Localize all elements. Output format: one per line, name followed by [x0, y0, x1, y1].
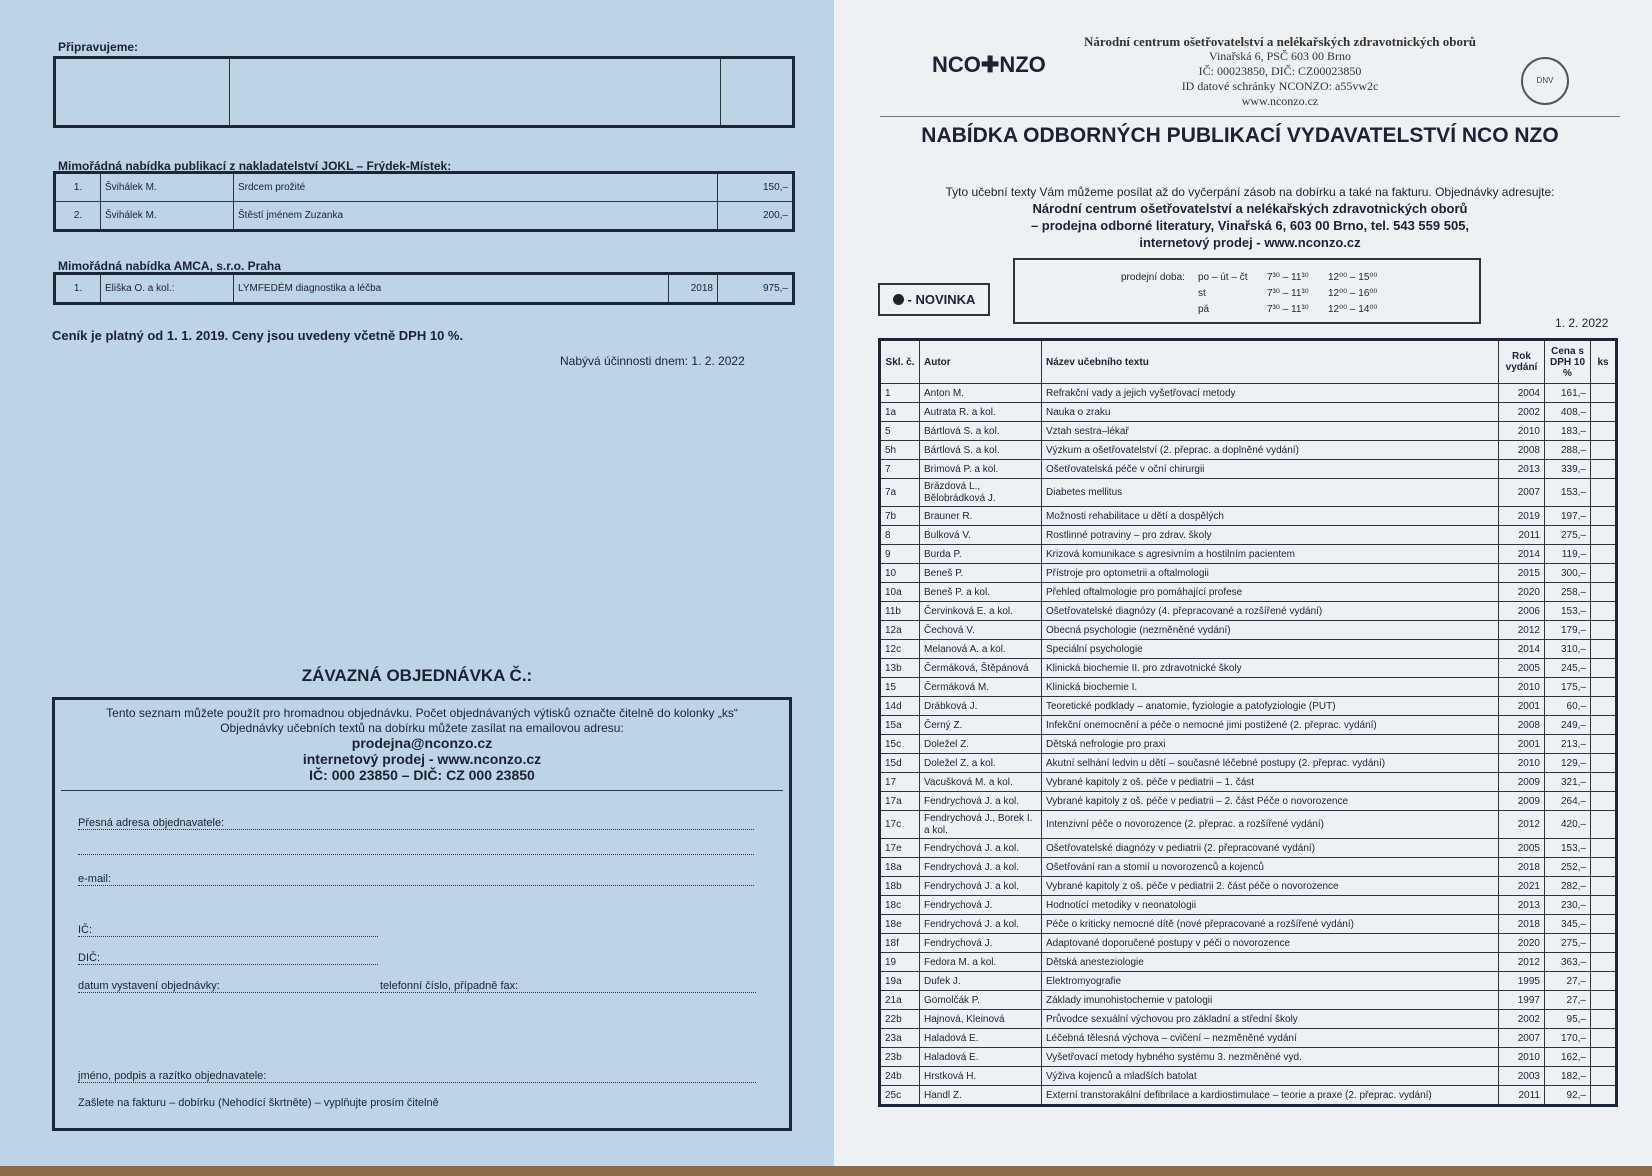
year-cell: 2018: [1499, 858, 1545, 877]
author-cell: Vacušková M. a kol.: [920, 773, 1042, 792]
year-cell: 2010: [1499, 678, 1545, 697]
quantity-input[interactable]: [1591, 583, 1617, 602]
skl-cell: 15d: [880, 754, 920, 773]
year-cell: 2014: [1499, 545, 1545, 564]
skl-cell: 19: [880, 953, 920, 972]
table-row: [880, 716, 1617, 735]
skl-cell: 25c: [880, 1086, 920, 1106]
amca-table: [53, 272, 795, 305]
price-cell: 252,–: [1545, 858, 1591, 877]
table-row: 1. Eliška O. a kol.: LYMFEDÉM diagnostika a léčba 2018 975,–: [55, 274, 794, 304]
price-cell: 264,–: [1545, 792, 1591, 811]
title-cell: Základy imunohistochemie v patologii: [1042, 991, 1499, 1010]
table-row: [880, 564, 1617, 583]
price-cell: 310,–: [1545, 640, 1591, 659]
table-row: [880, 659, 1617, 678]
quantity-input[interactable]: [1591, 915, 1617, 934]
table-row: [880, 545, 1617, 564]
table-row: [880, 602, 1617, 621]
year-cell: 2018: [1499, 915, 1545, 934]
table-row: [880, 972, 1617, 991]
skl-cell: 18b: [880, 877, 920, 896]
new-dot-icon: [893, 294, 904, 305]
title-cell: Elektromyografie: [1042, 972, 1499, 991]
email-field[interactable]: e-mail:: [78, 873, 754, 886]
year-cell: 2010: [1499, 422, 1545, 441]
table-row: [880, 507, 1617, 526]
year-cell: 2002: [1499, 1010, 1545, 1029]
skl-cell: 7: [880, 460, 920, 479]
skl-cell: 17: [880, 773, 920, 792]
year-cell: 2002: [1499, 403, 1545, 422]
skl-cell: 5h: [880, 441, 920, 460]
author-cell: Fendrychová J. a kol.: [920, 877, 1042, 896]
year-cell: 2015: [1499, 564, 1545, 583]
skl-cell: 24b: [880, 1067, 920, 1086]
year-cell: 2003: [1499, 1067, 1545, 1086]
year-cell: 2005: [1499, 659, 1545, 678]
author-cell: Hrstková H.: [920, 1067, 1042, 1086]
table-row: [880, 991, 1617, 1010]
price-cell: 129,–: [1545, 754, 1591, 773]
year-cell: 2011: [1499, 1086, 1545, 1106]
author-cell: Bártlová S. a kol.: [920, 422, 1042, 441]
quantity-input[interactable]: [1591, 1029, 1617, 1048]
title-cell: Ošetřovatelské diagnózy (4. přepracované a rozšířené vydání): [1042, 602, 1499, 621]
skl-cell: 19a: [880, 972, 920, 991]
author-cell: Autrata R. a kol.: [920, 403, 1042, 422]
author-cell: Brauner R.: [920, 507, 1042, 526]
title-cell: Teoretické podklady – anatomie, fyziologie a patofyziologie (PUT): [1042, 697, 1499, 716]
preparing-box: [53, 56, 795, 128]
skl-cell: 17e: [880, 839, 920, 858]
price-cell: 197,–: [1545, 507, 1591, 526]
price-cell: 162,–: [1545, 1048, 1591, 1067]
author-cell: Fendrychová J., Borek I. a kol.: [920, 811, 1042, 839]
price-cell: 245,–: [1545, 659, 1591, 678]
author-cell: Dufek J.: [920, 972, 1042, 991]
order-email: prodejna@nconzo.cz: [351, 735, 493, 751]
table-row: [880, 678, 1617, 697]
year-cell: 2008: [1499, 441, 1545, 460]
quantity-input[interactable]: [1591, 858, 1617, 877]
quantity-input[interactable]: [1591, 545, 1617, 564]
price-cell: 258,–: [1545, 583, 1591, 602]
table-row: 2. Švihálek M. Štěstí jménem Zuzanka 200,–: [55, 202, 794, 231]
table-row: [880, 460, 1617, 479]
intro-text: Tyto učební texty Vám můžeme posílat až do vyčerpání zásob na dobírku a také na fakturu. Objednávky adresujte:: [945, 185, 1555, 199]
quantity-input[interactable]: [1591, 1086, 1617, 1106]
amca-label: Mimořádná nabídka AMCA, s.r.o. Praha: [58, 259, 281, 273]
price-cell: 119,–: [1545, 545, 1591, 564]
preparing-label: Připravujeme:: [58, 40, 139, 54]
price-cell: 345,–: [1545, 915, 1591, 934]
title-cell: Klinická biochemie I.: [1042, 678, 1499, 697]
table-row: 1. Švihálek M. Srdcem prožité 150,–: [55, 173, 794, 202]
price-cell: 153,–: [1545, 839, 1591, 858]
price-cell: 153,–: [1545, 479, 1591, 507]
year-cell: 1997: [1499, 991, 1545, 1010]
author-cell: Fendrychová J.: [920, 896, 1042, 915]
page-title: NABÍDKA ODBORNÝCH PUBLIKACÍ VYDAVATELSTVÍ NCO NZO: [921, 124, 1559, 147]
quantity-input[interactable]: [1591, 991, 1617, 1010]
table-row: [880, 1048, 1617, 1067]
year-cell: 2021: [1499, 877, 1545, 896]
title-cell: Krizová komunikace s agresivním a hostilním pacientem: [1042, 545, 1499, 564]
price-cell: 175,–: [1545, 678, 1591, 697]
skl-cell: 18f: [880, 934, 920, 953]
table-row: [880, 792, 1617, 811]
skl-cell: 8: [880, 526, 920, 545]
price-cell: 60,–: [1545, 697, 1591, 716]
title-cell: Speciální psychologie: [1042, 640, 1499, 659]
table-row: [880, 697, 1617, 716]
quantity-input[interactable]: [1591, 934, 1617, 953]
table-row: [880, 858, 1617, 877]
price-cell: 282,–: [1545, 877, 1591, 896]
nconzo-logo: NCO✚NZO: [932, 52, 1046, 77]
table-row: [880, 953, 1617, 972]
author-cell: Červinková E. a kol.: [920, 602, 1042, 621]
skl-cell: 17a: [880, 792, 920, 811]
title-cell: Diabetes mellitus: [1042, 479, 1499, 507]
table-header-row: Skl. č. Autor Název učebního textu Rok vydání Cena s DPH 10 % ks: [880, 340, 1617, 384]
table-row: [880, 877, 1617, 896]
table-row: [880, 1029, 1617, 1048]
quantity-input[interactable]: [1591, 403, 1617, 422]
title-cell: Vybrané kapitoly z oš. péče v pediatrii – 1. část: [1042, 773, 1499, 792]
ic-field[interactable]: IČ:: [78, 924, 378, 937]
price-cell: 183,–: [1545, 422, 1591, 441]
title-cell: Vyšetřovací metody hybného systému 3. nezměněné vyd.: [1042, 1048, 1499, 1067]
title-cell: Externí transtorakální defibrilace a kardiostimulace – teorie a praxe (2. přeprac. vydání): [1042, 1086, 1499, 1106]
quantity-input[interactable]: [1591, 972, 1617, 991]
order-ids: IČ: 000 23850 – DIČ: CZ 000 23850: [309, 767, 535, 783]
title-cell: Péče o kriticky nemocné dítě (nové přepracované a rozšířené vydání): [1042, 915, 1499, 934]
year-cell: 2009: [1499, 773, 1545, 792]
author-cell: Burda P.: [920, 545, 1042, 564]
author-cell: Brázdová L., Bělobrádková J.: [920, 479, 1042, 507]
author-cell: Fendrychová J. a kol.: [920, 858, 1042, 877]
title-cell: Léčebná tělesná výchova – cvičení – nezměněné vydání: [1042, 1029, 1499, 1048]
price-cell: 95,–: [1545, 1010, 1591, 1029]
price-cell: 275,–: [1545, 526, 1591, 545]
quantity-input[interactable]: [1591, 792, 1617, 811]
skl-cell: 1a: [880, 403, 920, 422]
table-row: [880, 422, 1617, 441]
skl-cell: 11b: [880, 602, 920, 621]
quantity-input[interactable]: [1591, 640, 1617, 659]
date-field[interactable]: datum vystavení objednávky:: [78, 980, 378, 993]
skl-cell: 7a: [880, 479, 920, 507]
year-cell: 2004: [1499, 384, 1545, 403]
title-cell: Infekční onemocnění a péče o nemocné jimi postižené (2. přeprac. vydání): [1042, 716, 1499, 735]
signature-field[interactable]: jméno, podpis a razítko objednavatele:: [78, 1070, 756, 1083]
org-header: Národní centrum ošetřovatelství a nelékařských zdravotnických oborů Vinařská 6, PSČ 603 00 Brno IČ: 00023850, DIČ: CZ00023850 ID datové schránky NCONZO: a55vw2c www.nconzo.cz: [1084, 34, 1476, 108]
year-cell: 2010: [1499, 754, 1545, 773]
title-cell: Vztah sestra–lékař: [1042, 422, 1499, 441]
quantity-input[interactable]: [1591, 697, 1617, 716]
dic-field[interactable]: DIČ:: [78, 952, 378, 965]
year-cell: 2011: [1499, 526, 1545, 545]
skl-cell: 14d: [880, 697, 920, 716]
quantity-input[interactable]: [1591, 1067, 1617, 1086]
title-cell: Průvodce sexuální výchovou pro základní a střední školy: [1042, 1010, 1499, 1029]
skl-cell: 9: [880, 545, 920, 564]
quantity-input[interactable]: [1591, 441, 1617, 460]
year-cell: 2009: [1499, 792, 1545, 811]
quantity-input[interactable]: [1591, 811, 1617, 839]
quantity-input[interactable]: [1591, 678, 1617, 697]
valid-note: Ceník je platný od 1. 1. 2019. Ceny jsou uvedeny včetně DPH 10 %.: [52, 328, 464, 343]
title-cell: Rostlinné potraviny – pro zdrav. školy: [1042, 526, 1499, 545]
price-cell: 27,–: [1545, 991, 1591, 1010]
skl-cell: 18c: [880, 896, 920, 915]
table-row: [880, 896, 1617, 915]
price-cell: 249,–: [1545, 716, 1591, 735]
author-cell: Handl Z.: [920, 1086, 1042, 1106]
table-row: [880, 583, 1617, 602]
opening-hours: prodejní doba: po – út – čt 7³⁰ – 11³⁰ 12⁰⁰ – 15⁰⁰ st 7³⁰ – 11³⁰ 12⁰⁰ – 16⁰⁰ pá 7³⁰ – 11³⁰ 12⁰⁰ – 14⁰⁰: [1013, 258, 1481, 324]
jokl-table: [53, 171, 795, 232]
title-cell: Hodnotící metodiky v neonatologii: [1042, 896, 1499, 915]
skl-cell: 23b: [880, 1048, 920, 1067]
price-cell: 161,–: [1545, 384, 1591, 403]
skl-cell: 12a: [880, 621, 920, 640]
title-cell: Dětská nefrologie pro praxi: [1042, 735, 1499, 754]
quantity-input[interactable]: [1591, 621, 1617, 640]
year-cell: 2007: [1499, 479, 1545, 507]
quantity-input[interactable]: [1591, 754, 1617, 773]
author-cell: Brimová P. a kol.: [920, 460, 1042, 479]
quantity-input[interactable]: [1591, 659, 1617, 678]
title-cell: Intenzivní péče o novorozence (2. přeprac. a rozšířené vydání): [1042, 811, 1499, 839]
title-cell: Nauka o zraku: [1042, 403, 1499, 422]
author-cell: Haladová E.: [920, 1029, 1042, 1048]
address-field[interactable]: Přesná adresa objednavatele:: [78, 817, 754, 830]
skl-cell: 15: [880, 678, 920, 697]
quantity-input[interactable]: [1591, 773, 1617, 792]
order-web: internetový prodej - www.nconzo.cz: [302, 751, 542, 767]
table-row: [880, 839, 1617, 858]
table-row: [880, 1067, 1617, 1086]
skl-cell: 18e: [880, 915, 920, 934]
price-cell: 288,–: [1545, 441, 1591, 460]
author-cell: Gomolčák P.: [920, 991, 1042, 1010]
quantity-input[interactable]: [1591, 735, 1617, 754]
price-cell: 321,–: [1545, 773, 1591, 792]
skl-cell: 10a: [880, 583, 920, 602]
quantity-input[interactable]: [1591, 507, 1617, 526]
year-cell: 2001: [1499, 735, 1545, 754]
quantity-input[interactable]: [1591, 1010, 1617, 1029]
quantity-input[interactable]: [1591, 896, 1617, 915]
skl-cell: 1: [880, 384, 920, 403]
skl-cell: 15a: [880, 716, 920, 735]
title-cell: Akutní selhání ledvin u dětí – současné léčebné postupy (2. přeprac. vydání): [1042, 754, 1499, 773]
author-cell: Černý Z.: [920, 716, 1042, 735]
title-cell: Obecná psychologie (nezměněné vydání): [1042, 621, 1499, 640]
table-row: [880, 441, 1617, 460]
quantity-input[interactable]: [1591, 877, 1617, 896]
header-divider: [880, 116, 1620, 117]
order-intro: Tento seznam můžete použít pro hromadnou objednávku. Počet objednávaných výtisků označte čitelně do kolonky „ks“ Objednávky učebních textů na dobírku můžete zasílat na emailovou adresu: prodejna@nconzo.cz internetový prodej - www.nconzo.cz IČ: 000 23850 – DIČ: CZ 000 23850: [106, 706, 738, 783]
author-cell: Fendrychová J.: [920, 934, 1042, 953]
year-cell: 2012: [1499, 811, 1545, 839]
year-cell: 2006: [1499, 602, 1545, 621]
author-cell: Čechová V.: [920, 621, 1042, 640]
price-cell: 92,–: [1545, 1086, 1591, 1106]
year-cell: 2012: [1499, 953, 1545, 972]
table-row: [880, 479, 1617, 507]
title-cell: Možnosti rehabilitace u dětí a dospělých: [1042, 507, 1499, 526]
title-cell: Ošetřovatelské diagnózy v pediatrii (2. přepracované vydání): [1042, 839, 1499, 858]
quantity-input[interactable]: [1591, 1048, 1617, 1067]
table-row: [880, 1010, 1617, 1029]
effective-note: Nabývá účinnosti dnem: 1. 2. 2022: [560, 354, 745, 368]
skl-cell: 5: [880, 422, 920, 441]
table-row: [880, 811, 1617, 839]
jokl-label: Mimořádná nabídka publikací z nakladatelství JOKL – Frýdek-Místek:: [58, 159, 452, 173]
title-cell: Klinická biochemie II. pro zdravotnické školy: [1042, 659, 1499, 678]
price-cell: 363,–: [1545, 953, 1591, 972]
title-cell: Vybrané kapitoly z oš. péče v pediatrii – 2. část Péče o novorozence: [1042, 792, 1499, 811]
quantity-input[interactable]: [1591, 602, 1617, 621]
title-cell: Adaptované doporučené postupy v péči o novorozence: [1042, 934, 1499, 953]
author-cell: Melanová A. a kol.: [920, 640, 1042, 659]
quantity-input[interactable]: [1591, 422, 1617, 441]
skl-cell: 23a: [880, 1029, 920, 1048]
author-cell: Čermáková M.: [920, 678, 1042, 697]
table-row: [880, 1086, 1617, 1106]
price-cell: 27,–: [1545, 972, 1591, 991]
table-row: [880, 915, 1617, 934]
author-cell: Bulková V.: [920, 526, 1042, 545]
certification-seal-icon: DNV: [1521, 57, 1569, 105]
author-cell: Fendrychová J. a kol.: [920, 792, 1042, 811]
price-cell: 408,–: [1545, 403, 1591, 422]
table-row: [880, 526, 1617, 545]
author-cell: Anton M.: [920, 384, 1042, 403]
author-cell: Doležel Z.: [920, 735, 1042, 754]
price-cell: 213,–: [1545, 735, 1591, 754]
price-cell: 339,–: [1545, 460, 1591, 479]
skl-cell: 7b: [880, 507, 920, 526]
year-cell: 2019: [1499, 507, 1545, 526]
author-cell: Čermáková, Štěpánová: [920, 659, 1042, 678]
table-row: [880, 384, 1617, 403]
table-row: [880, 403, 1617, 422]
quantity-input[interactable]: [1591, 716, 1617, 735]
price-cell: 275,–: [1545, 934, 1591, 953]
title-cell: Ošetřovatelská péče v oční chirurgii: [1042, 460, 1499, 479]
title-cell: Vybrané kapitoly z oš. péče v pediatrii 2. část péče o novorozence: [1042, 877, 1499, 896]
author-cell: Doležel Z. a kol.: [920, 754, 1042, 773]
skl-cell: 15c: [880, 735, 920, 754]
quantity-input[interactable]: [1591, 564, 1617, 583]
year-cell: 2020: [1499, 583, 1545, 602]
publications-table: [878, 338, 1618, 1107]
year-cell: 2012: [1499, 621, 1545, 640]
skl-cell: 10: [880, 564, 920, 583]
quantity-input[interactable]: [1591, 839, 1617, 858]
year-cell: 2020: [1499, 934, 1545, 953]
table-row: [880, 754, 1617, 773]
author-cell: Haladová E.: [920, 1048, 1042, 1067]
author-cell: Beneš P. a kol.: [920, 583, 1042, 602]
author-cell: Drábková J.: [920, 697, 1042, 716]
year-cell: 2007: [1499, 1029, 1545, 1048]
table-row: [880, 621, 1617, 640]
skl-cell: 21a: [880, 991, 920, 1010]
skl-cell: 22b: [880, 1010, 920, 1029]
author-cell: Beneš P.: [920, 564, 1042, 583]
title-cell: Přehled oftalmologie pro pomáhající profese: [1042, 583, 1499, 602]
quantity-input[interactable]: [1591, 479, 1617, 507]
quantity-input[interactable]: [1591, 460, 1617, 479]
price-list-date: 1. 2. 2022: [1555, 316, 1609, 330]
quantity-input[interactable]: [1591, 526, 1617, 545]
skl-cell: 18a: [880, 858, 920, 877]
price-cell: 179,–: [1545, 621, 1591, 640]
price-cell: 230,–: [1545, 896, 1591, 915]
table-row: [880, 934, 1617, 953]
order-title: ZÁVAZNÁ OBJEDNÁVKA Č.:: [301, 666, 533, 685]
phone-field[interactable]: telefonní číslo, případně fax:: [380, 980, 756, 993]
year-cell: 2001: [1499, 697, 1545, 716]
author-cell: Bártlová S. a kol.: [920, 441, 1042, 460]
author-cell: Fendrychová J. a kol.: [920, 839, 1042, 858]
price-cell: 420,–: [1545, 811, 1591, 839]
table-row: [880, 773, 1617, 792]
author-cell: Hajnová, Kleinová: [920, 1010, 1042, 1029]
price-cell: 182,–: [1545, 1067, 1591, 1086]
skl-cell: 13b: [880, 659, 920, 678]
title-cell: Výzkum a ošetřovatelství (2. přeprac. a doplněné vydání): [1042, 441, 1499, 460]
quantity-input[interactable]: [1591, 953, 1617, 972]
year-cell: 1995: [1499, 972, 1545, 991]
order-footer: Zašlete na fakturu – dobírku (Nehodící škrtněte) – vyplňujte prosím čitelně: [78, 1097, 439, 1109]
skl-cell: 12c: [880, 640, 920, 659]
novinka-legend: - NOVINKA: [878, 283, 990, 316]
skl-cell: 17c: [880, 811, 920, 839]
year-cell: 2005: [1499, 839, 1545, 858]
year-cell: 2013: [1499, 460, 1545, 479]
year-cell: 2013: [1499, 896, 1545, 915]
address-field-line2[interactable]: [78, 842, 754, 855]
order-address: Národní centrum ošetřovatelství a nelékařských zdravotnických oborů – prodejna odborné literatury, Vinařská 6, 603 00 Brno, tel. 543 559 505, internetový prodej - www.nconzo.cz: [1030, 201, 1470, 250]
title-cell: Dětská anesteziologie: [1042, 953, 1499, 972]
title-cell: Přístroje pro optometrii a oftalmologii: [1042, 564, 1499, 583]
author-cell: Fedora M. a kol.: [920, 953, 1042, 972]
price-cell: 170,–: [1545, 1029, 1591, 1048]
price-cell: 153,–: [1545, 602, 1591, 621]
year-cell: 2008: [1499, 716, 1545, 735]
price-cell: 300,–: [1545, 564, 1591, 583]
quantity-input[interactable]: [1591, 384, 1617, 403]
title-cell: Výživa kojenců a mladších batolat: [1042, 1067, 1499, 1086]
title-cell: Ošetřování ran a stomií u novorozenců a kojenců: [1042, 858, 1499, 877]
table-row: [880, 640, 1617, 659]
year-cell: 2010: [1499, 1048, 1545, 1067]
order-form: [52, 697, 792, 1131]
year-cell: 2014: [1499, 640, 1545, 659]
table-row: [880, 735, 1617, 754]
title-cell: Refrakční vady a jejich vyšetřovací metody: [1042, 384, 1499, 403]
author-cell: Fendrychová J. a kol.: [920, 915, 1042, 934]
